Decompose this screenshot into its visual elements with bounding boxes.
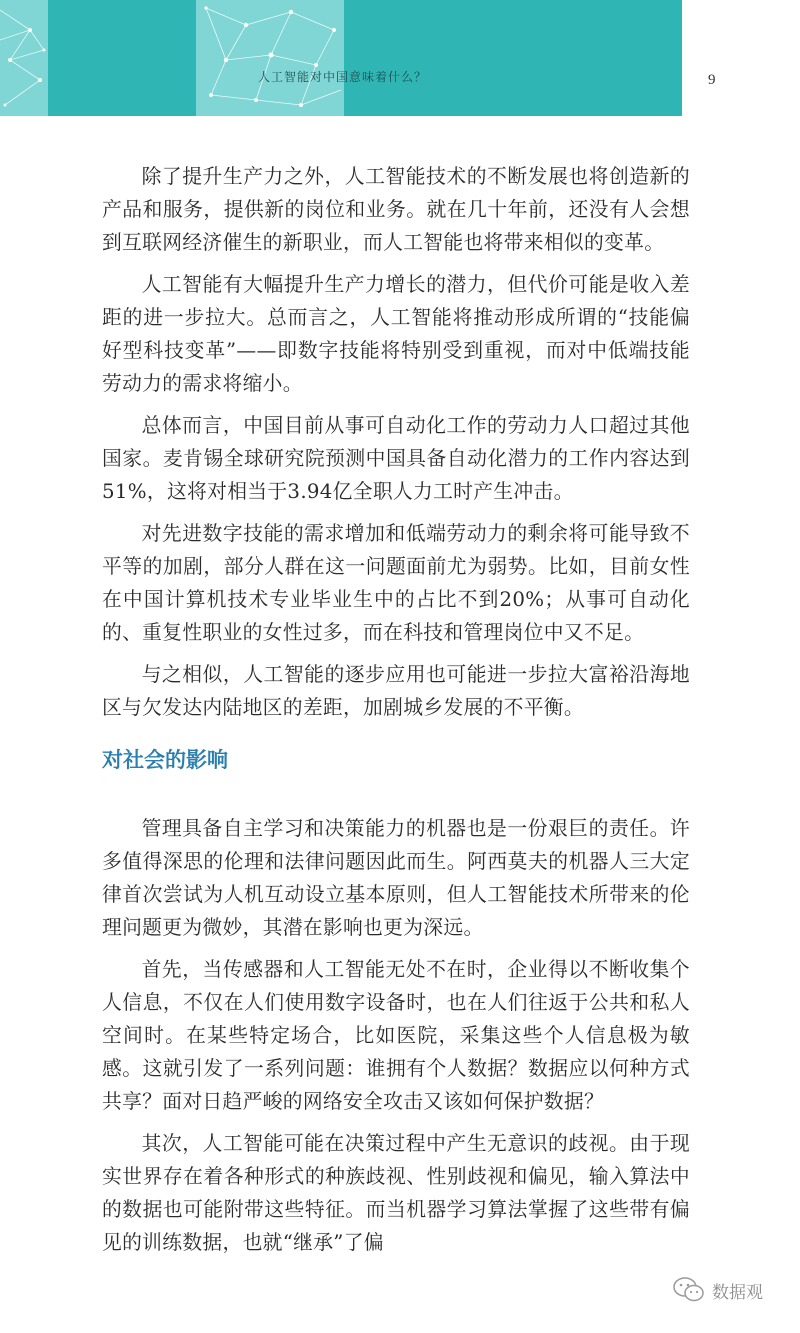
paragraph: 对先进数字技能的需求增加和低端劳动力的剩余将可能导致不平等的加剧，部分人群在这一问题面前尤为弱势。比如，目前女性在中国计算机技术专业毕业生中的占比不到20%；从事可自动化的、重复性职业的女性过多，而在科技和管理岗位中又不足。 <box>102 522 690 644</box>
network-pattern-center <box>196 0 344 116</box>
watermark-label: 数据观 <box>712 1282 763 1303</box>
paragraph: 人工智能有大幅提升生产力增长的潜力，但代价可能是收入差距的进一步拉大。总而言之，人工智能将推动形成所谓的“技能偏好型科技变革”——即数字技能将特别受到重视，而对中低端技能劳动力的需求将缩小。 <box>102 273 690 395</box>
page-number: 9 <box>708 72 716 88</box>
paragraph: 管理具备自主学习和决策能力的机器也是一份艰巨的责任。许多值得深思的伦理和法律问题因此而生。阿西莫夫的机器人三大定律首次尝试为人机互动设立基本原则，但人工智能技术所带来的伦理问题更为微妙，其潜在影响也更为深远。 <box>102 817 690 939</box>
header-blank <box>682 0 800 116</box>
paragraph: 其次，人工智能可能在决策过程中产生无意识的歧视。由于现实世界存在着各种形式的种族歧视、性别歧视和偏见，输入算法中的数据也可能附带这些特征。而当机器学习算法掌握了这些带有偏见的训练数据，也就“继承”了偏 <box>102 1132 690 1254</box>
header-banner <box>0 0 682 116</box>
paragraph: 总体而言，中国目前从事可自动化工作的劳动力人口超过其他国家。麦肯锡全球研究院预测中国具备自动化潜力的工作内容达到51%，这将对相当于3.94亿全职人力工时产生冲击。 <box>102 414 690 503</box>
watermark <box>672 1276 763 1304</box>
paragraph: 首先，当传感器和人工智能无处不在时，企业得以不断收集个人信息，不仅在人们使用数字设备时，也在人们往返于公共和私人空间时。在某些特定场合，比如医院，采集这些个人信息极为敏感。这就引发了一系列问题：谁拥有个人数据？数据应以何种方式共享？面对日趋严峻的网络安全攻击又该如何保护数据？ <box>102 958 690 1113</box>
body-section-1 <box>102 160 690 733</box>
paragraph: 除了提升生产力之外，人工智能技术的不断发展也将创造新的产品和服务，提供新的岗位和业务。就在几十年前，还没有人会想到互联网经济催生的新职业，而人工智能也将带来相似的变革。 <box>102 165 690 254</box>
body-section-2 <box>102 812 690 1268</box>
paragraph: 与之相似，人工智能的逐步应用也可能进一步拉大富裕沿海地区与欠发达内陆地区的差距，加剧城乡发展的不平衡。 <box>102 663 690 719</box>
network-pattern-left <box>0 0 48 116</box>
running-header-title: 人工智能对中国意味着什么？ <box>258 70 428 84</box>
wechat-icon <box>672 1276 706 1304</box>
section-heading: 对社会的影响 <box>102 748 228 772</box>
